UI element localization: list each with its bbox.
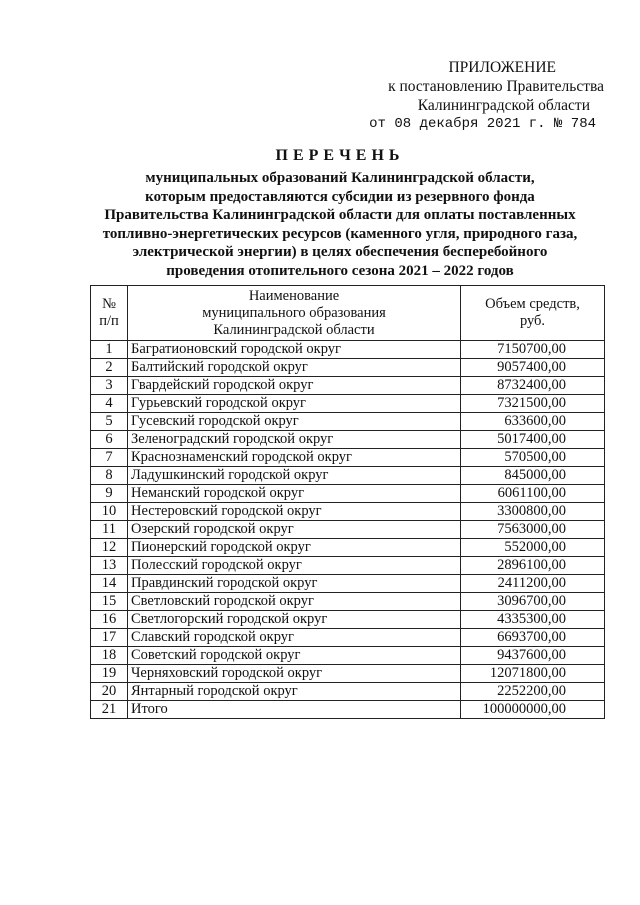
row-number: 18 [91,647,128,665]
header-number [91,286,128,341]
header-amount [461,286,605,341]
row-amount: 100000000,00 [461,701,605,719]
header-number-line: № [102,296,116,312]
row-number: 4 [91,395,128,413]
row-number: 11 [91,521,128,539]
row-number: 16 [91,611,128,629]
row-amount: 7563000,00 [461,521,605,539]
row-number: 17 [91,629,128,647]
row-amount: 633600,00 [461,413,605,431]
row-municipality: Правдинский городской округ [128,575,461,593]
row-amount: 552000,00 [461,539,605,557]
row-amount: 570500,00 [461,449,605,467]
row-number: 7 [91,449,128,467]
row-amount: 7150700,00 [461,341,605,359]
row-amount: 845000,00 [461,467,605,485]
table-row [91,701,605,719]
row-amount: 6061100,00 [461,485,605,503]
row-municipality: Краснознаменский городской округ [128,449,461,467]
row-municipality: Янтарный городской округ [128,683,461,701]
row-number: 9 [91,485,128,503]
row-municipality: Неманский городской округ [128,485,461,503]
row-number: 19 [91,665,128,683]
subtitle-line: Правительства Калининградской области для оплаты поставленных [104,207,576,223]
row-amount: 12071800,00 [461,665,605,683]
row-municipality: Светловский городской округ [128,593,461,611]
row-number: 3 [91,377,128,395]
table-row [91,665,605,683]
row-amount: 8732400,00 [461,377,605,395]
appendix-decree-line: к постановлению Правительства [388,78,604,95]
row-municipality: Черняховский городской округ [128,665,461,683]
row-number: 13 [91,557,128,575]
row-amount: 3300800,00 [461,503,605,521]
header-amount-line: Объем средств, [485,296,580,312]
table-row [91,359,605,377]
subsidy-table [90,285,605,719]
subtitle-line: муниципальных образований Калининградской области, [145,170,535,186]
row-municipality: Светлогорский городской округ [128,611,461,629]
header-municipality-line: муниципального образования [202,304,386,321]
appendix-region-line: Калининградской области [417,97,590,114]
row-number: 1 [91,341,128,359]
table-row [91,377,605,395]
row-number: 5 [91,413,128,431]
row-amount: 6693700,00 [461,629,605,647]
appendix-header [304,58,604,134]
document-subtitle [60,169,620,280]
row-number: 12 [91,539,128,557]
table-header-row [91,286,605,341]
row-amount: 2896100,00 [461,557,605,575]
table-row [91,575,605,593]
row-municipality: Озерский городской округ [128,521,461,539]
row-number: 10 [91,503,128,521]
subtitle-line: которым предоставляются субсидии из резервного фонда [145,188,535,205]
table-row [91,341,605,359]
header-municipality-line: Наименование [248,287,340,304]
row-municipality: Балтийский городской округ [128,359,461,377]
table-body [91,341,605,719]
row-number: 15 [91,593,128,611]
row-municipality: Пионерский городской округ [128,539,461,557]
row-municipality: Гусевский городской округ [128,413,461,431]
table-row [91,395,605,413]
table-row [91,449,605,467]
table-row [91,557,605,575]
appendix-date-line: от 08 декабря 2021 г. № 784 [369,116,596,132]
header-municipality-line: Калининградской области [213,321,375,338]
table-row [91,611,605,629]
table-row [91,413,605,431]
row-municipality: Славский городской округ [128,629,461,647]
row-municipality: Багратионовский городской округ [128,341,461,359]
header-amount-line: руб. [519,313,546,329]
row-amount: 2252200,00 [461,683,605,701]
row-municipality: Итого [128,701,461,719]
table-row [91,683,605,701]
table-row [91,485,605,503]
table-row [91,467,605,485]
row-municipality: Ладушкинский городской округ [128,467,461,485]
row-amount: 5017400,00 [461,431,605,449]
table-row [91,431,605,449]
row-municipality: Гвардейский городской округ [128,377,461,395]
table-row [91,647,605,665]
header-municipality [128,286,461,341]
row-number: 2 [91,359,128,377]
subtitle-line: электрической энергии) в целях обеспечения бесперебойного [132,244,548,260]
row-municipality: Полесский городской округ [128,557,461,575]
row-number: 20 [91,683,128,701]
row-municipality: Гурьевский городской округ [128,395,461,413]
subtitle-line: топливно-энергетических ресурсов (каменного угля, природного газа, [102,225,578,242]
header-number-line: п/п [99,313,119,329]
table-row [91,503,605,521]
row-amount: 4335300,00 [461,611,605,629]
row-number: 6 [91,431,128,449]
row-amount: 9437600,00 [461,647,605,665]
row-number: 14 [91,575,128,593]
table-row [91,521,605,539]
table-row [91,593,605,611]
row-amount: 3096700,00 [461,593,605,611]
row-number: 21 [91,701,128,719]
row-municipality: Нестеровский городской округ [128,503,461,521]
document-heading: ПЕРЕЧЕНЬ [275,147,405,164]
row-amount: 2411200,00 [461,575,605,593]
row-number: 8 [91,467,128,485]
row-amount: 7321500,00 [461,395,605,413]
appendix-label: ПРИЛОЖЕНИЕ [448,59,556,76]
subtitle-line: проведения отопительного сезона 2021 – 2022 годов [166,262,514,279]
row-municipality: Советский городской округ [128,647,461,665]
document-title-block [60,147,620,280]
table-row [91,539,605,557]
table-row [91,629,605,647]
row-municipality: Зеленоградский городской округ [128,431,461,449]
row-amount: 9057400,00 [461,359,605,377]
